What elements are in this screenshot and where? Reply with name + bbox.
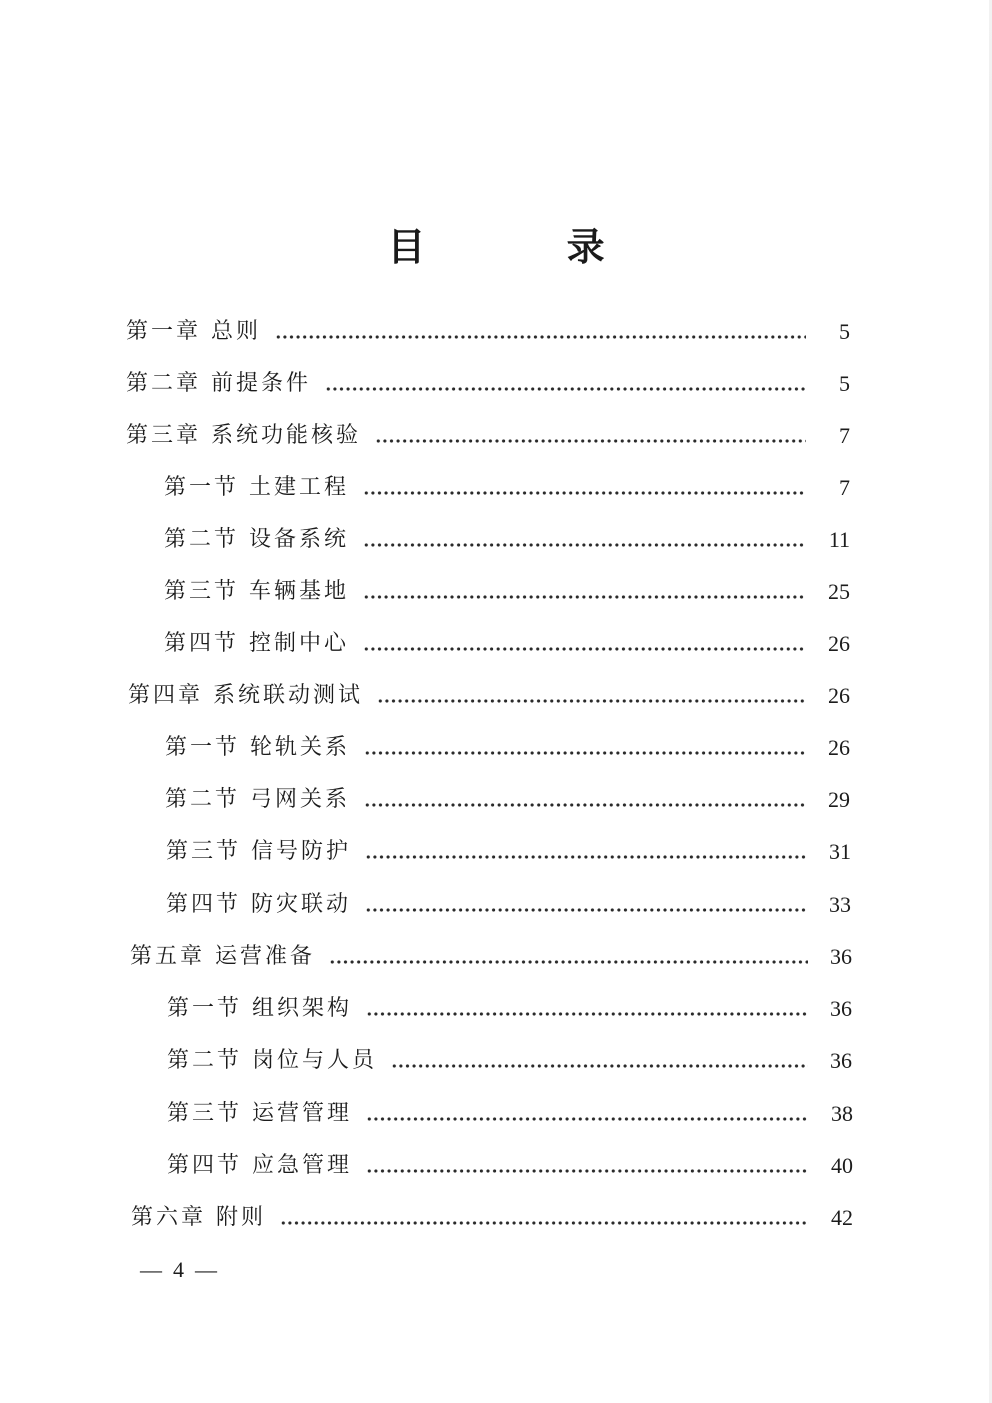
toc-dot-leader	[365, 830, 807, 874]
toc-dot-leader	[365, 883, 807, 927]
toc-dot-leader	[391, 1039, 808, 1083]
toc-entry-label: 第三节 运营管理	[167, 1101, 352, 1126]
toc-entry-label: 第一节 轮轨关系	[165, 735, 350, 760]
toc-entry-page: 11	[828, 527, 850, 552]
toc-dot-leader	[366, 987, 808, 1031]
toc-entry-chapter-3[interactable]	[126, 414, 850, 458]
toc-dot-leader	[329, 935, 808, 979]
toc-entry-label: 第四章 系统联动测试	[128, 683, 363, 708]
toc-entry-page: 33	[829, 892, 851, 917]
toc-entry-label: 第四节 防灾联动	[166, 892, 351, 917]
toc-entry-section-4-3[interactable]	[166, 830, 851, 874]
toc-entry-label: 第四节 应急管理	[167, 1153, 352, 1178]
toc-entry-label: 第二章 前提条件	[126, 371, 311, 396]
toc-dot-leader	[364, 778, 806, 822]
toc-entry-section-3-1[interactable]	[164, 466, 850, 510]
toc-entry-label: 第六章 附则	[131, 1205, 266, 1230]
toc-entry-label: 第一章 总则	[126, 319, 261, 344]
toc-entry-section-5-2[interactable]	[167, 1039, 852, 1083]
toc-dot-leader	[280, 1196, 809, 1240]
toc-entry-chapter-5[interactable]	[130, 935, 852, 979]
toc-entry-page: 26	[828, 735, 850, 760]
toc-entry-label: 第一节 土建工程	[164, 475, 349, 500]
toc-entry-page: 25	[828, 579, 850, 604]
toc-entry-page: 36	[830, 1048, 852, 1073]
toc-entry-section-4-2[interactable]	[165, 778, 850, 822]
toc-entry-page: 40	[831, 1153, 853, 1178]
toc-entry-label: 第二节 设备系统	[164, 527, 349, 552]
toc-entry-label: 第五章 运营准备	[130, 944, 315, 969]
toc-entry-label: 第三节 车辆基地	[164, 579, 349, 604]
toc-entry-page: 7	[839, 475, 850, 500]
toc-entry-label: 第二节 岗位与人员	[167, 1048, 377, 1073]
toc-entry-page: 42	[831, 1205, 853, 1230]
toc-dot-leader	[366, 1092, 809, 1136]
toc-entry-section-5-1[interactable]	[167, 987, 852, 1031]
toc-entry-chapter-1[interactable]	[126, 310, 850, 354]
toc-entry-section-5-3[interactable]	[167, 1092, 853, 1136]
toc-dot-leader	[364, 726, 806, 770]
toc-dot-leader	[363, 570, 806, 614]
toc-entry-section-3-4[interactable]	[164, 622, 850, 666]
toc-entry-page: 36	[830, 996, 852, 1021]
toc-entry-section-4-1[interactable]	[165, 726, 850, 770]
toc-entry-page: 5	[839, 319, 850, 344]
toc-entry-chapter-4[interactable]	[128, 674, 850, 718]
toc-entry-page: 31	[829, 839, 851, 864]
toc-entry-page: 5	[839, 371, 850, 396]
toc-dot-leader	[363, 622, 806, 666]
toc-entry-label: 第三节 信号防护	[166, 839, 351, 864]
toc-dot-leader	[375, 414, 806, 458]
toc-entry-page: 38	[831, 1101, 853, 1126]
toc-entry-section-3-2[interactable]	[164, 518, 850, 562]
toc-entry-page: 36	[830, 944, 852, 969]
toc-entry-page: 26	[828, 631, 850, 656]
toc-entry-chapter-6[interactable]	[131, 1196, 853, 1240]
toc-entry-label: 第一节 组织架构	[167, 996, 352, 1021]
toc-entry-chapter-2[interactable]	[126, 362, 850, 406]
toc-entry-label: 第二节 弓网关系	[165, 787, 350, 812]
toc-entry-label: 第三章 系统功能核验	[126, 423, 361, 448]
toc-dot-leader	[366, 1144, 809, 1188]
toc-entry-page: 7	[839, 423, 850, 448]
toc-dot-leader	[363, 466, 806, 510]
toc-entry-section-5-4[interactable]	[167, 1144, 853, 1188]
toc-dot-leader	[325, 362, 806, 406]
toc-entry-section-3-3[interactable]	[164, 570, 850, 614]
toc-dot-leader	[377, 674, 806, 718]
page-number: — 4 —	[140, 1257, 217, 1282]
toc-dot-leader	[363, 518, 806, 562]
toc-entry-page: 26	[828, 683, 850, 708]
toc-entry-label: 第四节 控制中心	[164, 631, 349, 656]
toc-dot-leader	[275, 310, 806, 354]
toc-entry-page: 29	[828, 787, 850, 812]
toc-title: 目 录	[387, 224, 669, 269]
toc-entry-section-4-4[interactable]	[166, 883, 851, 927]
